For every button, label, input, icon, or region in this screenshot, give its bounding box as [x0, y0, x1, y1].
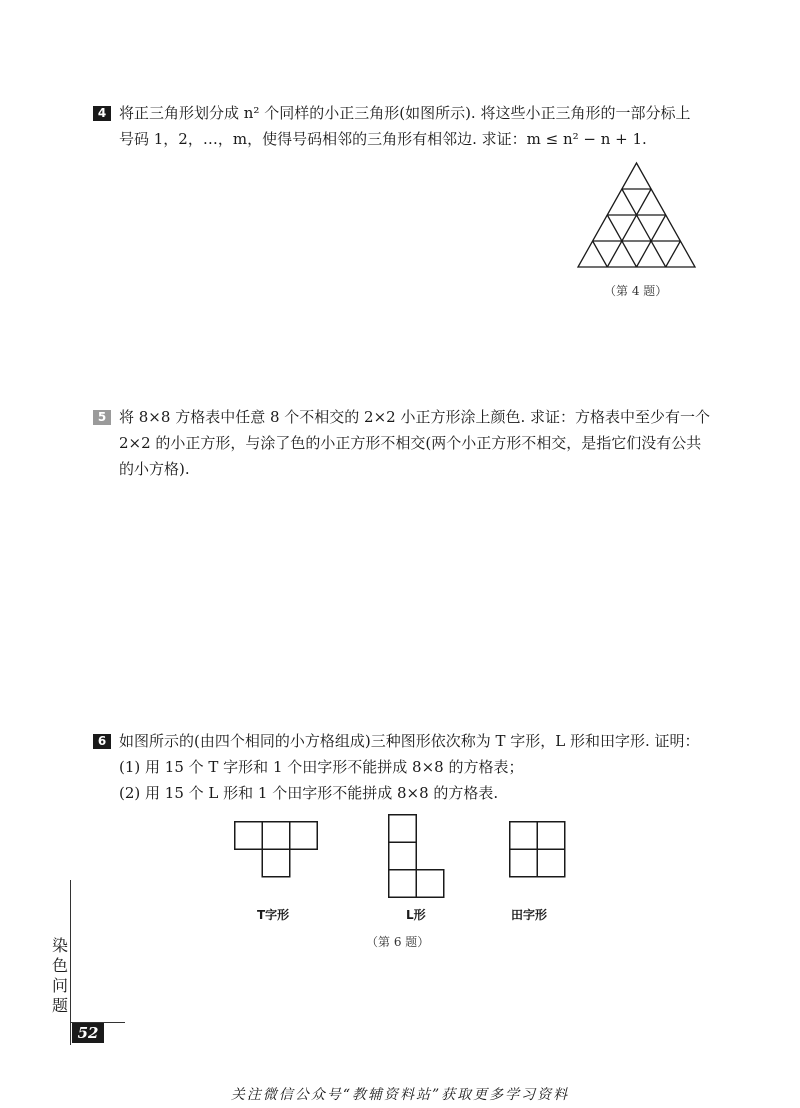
- problem-number-5: 5: [93, 410, 111, 425]
- t-shape-label: T字形: [257, 908, 290, 922]
- t-shape-figure: [234, 821, 318, 878]
- l-shape-figure: [388, 814, 445, 898]
- page-number: 52: [72, 1023, 104, 1043]
- problem-4-text: [119, 100, 723, 152]
- problem-6: [93, 728, 723, 806]
- problem-5-text: [119, 404, 723, 482]
- chapter-title-char-3: 问: [51, 976, 68, 995]
- problem-4: [93, 100, 723, 152]
- problem-number-6: 6: [93, 734, 111, 749]
- problem-4-line-1: 将正三角形划分成 n² 个同样的小正三角形(如图所示). 将这些小正三角形的一部分标上: [119, 104, 691, 122]
- problem-6-line-3: (2) 用 15 个 L 形和 1 个田字形不能拼成 8×8 的方格表.: [119, 784, 499, 802]
- problem-6-line-2: (1) 用 15 个 T 字形和 1 个田字形不能拼成 8×8 的方格表；: [119, 758, 524, 776]
- square-shape-label: 田字形: [511, 908, 548, 922]
- chapter-title: [50, 936, 70, 1016]
- problem-5-line-2: 2×2 的小正方形，与涂了色的小正方形不相交(两个小正方形不相交，是指它们没有公共: [119, 434, 702, 452]
- problem-6-line-1: 如图所示的(由四个相同的小方格组成)三种图形依次称为 T 字形，L 形和田字形. 证明：: [119, 732, 700, 750]
- problem-5-line-3: 的小方格).: [119, 460, 190, 478]
- figure-4-caption: （第 4 题）: [604, 284, 668, 298]
- chapter-title-char-2: 色: [51, 956, 68, 975]
- problem-4-line-2: 号码 1，2，…，m，使得号码相邻的三角形有相邻边. 求证：m ≤ n² − n + 1.: [119, 130, 647, 148]
- footer-note: 关注微信公众号“教辅资料站”获取更多学习资料: [230, 1087, 570, 1103]
- chapter-title-char-4: 题: [51, 996, 68, 1015]
- problem-6-text: [119, 728, 723, 806]
- chapter-title-char-1: 染: [51, 936, 68, 955]
- triangle-grid-figure: [578, 163, 695, 269]
- l-shape-label: L形: [406, 908, 426, 922]
- figure-6-caption: （第 6 题）: [366, 935, 430, 949]
- problem-5-line-1: 将 8×8 方格表中任意 8 个不相交的 2×2 小正方形涂上颜色. 求证：方格表中至少有一个: [119, 408, 711, 426]
- problem-5: [93, 404, 723, 482]
- sidebar-rule: [70, 880, 71, 1045]
- problem-number-4: 4: [93, 106, 111, 121]
- square-shape-figure: [509, 821, 566, 878]
